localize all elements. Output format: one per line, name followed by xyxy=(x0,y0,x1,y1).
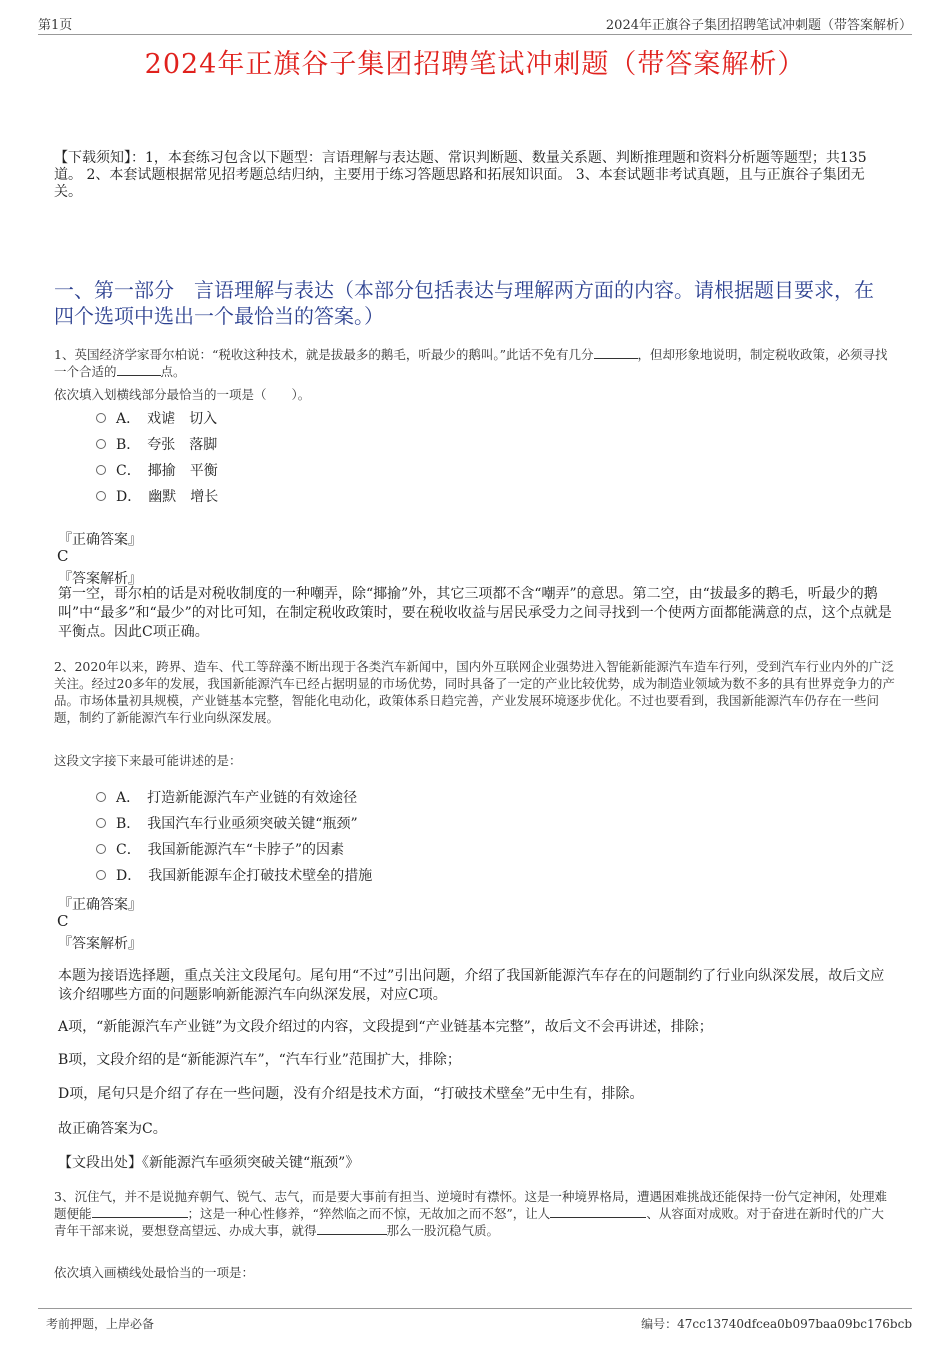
q2-analysis-label: 『答案解析』 xyxy=(58,936,142,952)
radio-icon[interactable] xyxy=(96,465,106,475)
blank-line xyxy=(594,358,638,359)
page-header xyxy=(38,14,912,35)
section-heading: 一、第一部分 言语理解与表达（本部分包括表达与理解两方面的内容。请根据题目要求，在四个选项中选出一个最恰当的答案。） xyxy=(54,278,874,328)
q2-instruction: 这段文字接下来最可能讲述的是： xyxy=(54,753,242,768)
radio-icon[interactable] xyxy=(96,792,106,802)
q1-option-a[interactable]: A． 戏谑 切入 xyxy=(96,406,218,432)
radio-icon[interactable] xyxy=(96,818,106,828)
radio-icon[interactable] xyxy=(96,413,106,423)
q1-instruction: 依次填入划横线部分最恰当的一项是（ ）。 xyxy=(54,387,311,402)
q1-stem: 1、英国经济学家哥尔柏说：“税收这种技术，就是拔最多的鹅毛，听最少的鹅叫。”此话不免有几分 ，但却形象地说明，制定税收政策，必须寻找一个合适的 点。 xyxy=(54,347,888,379)
q2-analysis-p3: B项，文段介绍的是“新能源汽车”，“汽车行业”范围扩大，排除； xyxy=(58,1052,461,1068)
q2-stem: 2、2020年以来，跨界、造车、代工等辞藻不断出现于各类汽车新闻中，国内外互联网企业强势进入智能新能源汽车造车行列，受到汽车行业内外的广泛关注。经过20多年的发展，我国新能源汽车已经占据明显的市场优势，同时具备了一定的产业比较优势，成为制造业领域为数不多的具有世界竞争力的产品。市场体量初具规模，产业链基本完整，智能化电动化，政策体系日趋完善，产业发展环境逐步优化。不过也要看到，我国新能源汽车仍存在一些问题，制约了新能源汽车行业向纵深发展。 xyxy=(54,659,895,725)
q2-source: 【文段出处】《新能源汽车亟须突破关键“瓶颈”》 xyxy=(58,1155,360,1171)
q2-options xyxy=(96,785,372,889)
radio-icon[interactable] xyxy=(96,844,106,854)
radio-icon[interactable] xyxy=(96,870,106,880)
q2-option-d[interactable]: D． 我国新能源车企打破技术壁垒的措施 xyxy=(96,863,372,889)
blank-line xyxy=(317,1234,387,1235)
q1-option-c[interactable]: C． 揶揄 平衡 xyxy=(96,458,218,484)
q2-option-b[interactable]: B． 我国汽车行业亟须突破关键“瓶颈” xyxy=(96,811,372,837)
q1-options xyxy=(96,406,218,510)
q1-analysis-label: 『答案解析』 xyxy=(58,571,142,587)
q1-option-b[interactable]: B． 夸张 落脚 xyxy=(96,432,218,458)
q2-option-a[interactable]: A． 打造新能源汽车产业链的有效途径 xyxy=(96,785,372,811)
q2-answer-label: 『正确答案』 xyxy=(58,897,142,913)
blank-line xyxy=(550,1217,646,1218)
q1-option-d[interactable]: D． 幽默 增长 xyxy=(96,484,218,510)
q3-stem: 3、沉住气，并不是说抛弃朝气、锐气、志气，而是要大事前有担当、逆境时有襟怀。这是一种境界格局，遭遇困难挑战还能保持一份气定神闲，处理难题便能 ；这是一种心性修养，“猝然临之而不惊，无故加之而不怒”，让人 、从容面对成败。对于奋进在新时代的广大青年干部来说，要想登高望远、办成大事，就得 那么一股沉稳气质。 xyxy=(54,1189,887,1238)
q2-analysis-p5: 故正确答案为C。 xyxy=(58,1121,167,1137)
page-footer xyxy=(38,1308,912,1331)
header-doc-title: 2024年正旗谷子集团招聘笔试冲刺题（带答案解析） xyxy=(605,18,912,33)
blank-line xyxy=(92,1217,188,1218)
q2-answer: C xyxy=(57,912,69,930)
q1-answer-label: 『正确答案』 xyxy=(58,532,142,548)
q1-analysis: 第一空，哥尔柏的话是对税收制度的一种嘲弄，除“揶揄”外，其它三项都不含“嘲弄”的意思。第二空，由“拔最多的鹅毛，听最少的鹅叫”中“最多”和“最少”的对比可知，在制定税收政策时，要在税收收益与居民承受力之间寻找到一个使两方面都能满意的点，这个点就是平衡点。因此C项正确。 xyxy=(58,586,892,640)
q1-answer: C xyxy=(57,547,69,565)
q3-instruction: 依次填入画横线处最恰当的一项是： xyxy=(54,1265,255,1280)
page-title: 2024年正旗谷子集团招聘笔试冲刺题（带答案解析） xyxy=(144,49,806,80)
q2-analysis-p4: D项，尾句只是介绍了存在一些问题，没有介绍是技术方面，“打破技术壁垒”无中生有，排除。 xyxy=(58,1086,644,1102)
q2-analysis-p2: A项，“新能源汽车产业链”为文段介绍过的内容，文段提到“产业链基本完整”，故后文不会再讲述，排除； xyxy=(58,1019,713,1035)
footer-slogan: 考前押题，上岸必备 xyxy=(46,1317,155,1331)
blank-line xyxy=(117,375,161,376)
page-number: 第1页 xyxy=(38,18,73,33)
radio-icon[interactable] xyxy=(96,439,106,449)
q2-analysis-p1: 本题为接语选择题，重点关注文段尾句。尾句用“不过”引出问题，介绍了我国新能源汽车存在的问题制约了行业向纵深发展，故后文应该介绍哪些方面的问题影响新能源汽车向纵深发展，对应C项。 xyxy=(58,968,885,1003)
footer-doc-id: 编号：47cc13740dfcea0b097baa09bc176bcb xyxy=(641,1317,912,1331)
radio-icon[interactable] xyxy=(96,491,106,501)
download-notice: 【下载须知】：1，本套练习包含以下题型：言语理解与表达题、常识判断题、数量关系题、判断推理题和资料分析题等题型；共135道。 2、本套试题根据常见招考题总结归纳，主要用于练习答题思路和拓展知识面。 3、本套试题非考试真题，且与正旗谷子集团无关。 xyxy=(54,150,867,200)
q2-option-c[interactable]: C． 我国新能源汽车“卡脖子”的因素 xyxy=(96,837,372,863)
